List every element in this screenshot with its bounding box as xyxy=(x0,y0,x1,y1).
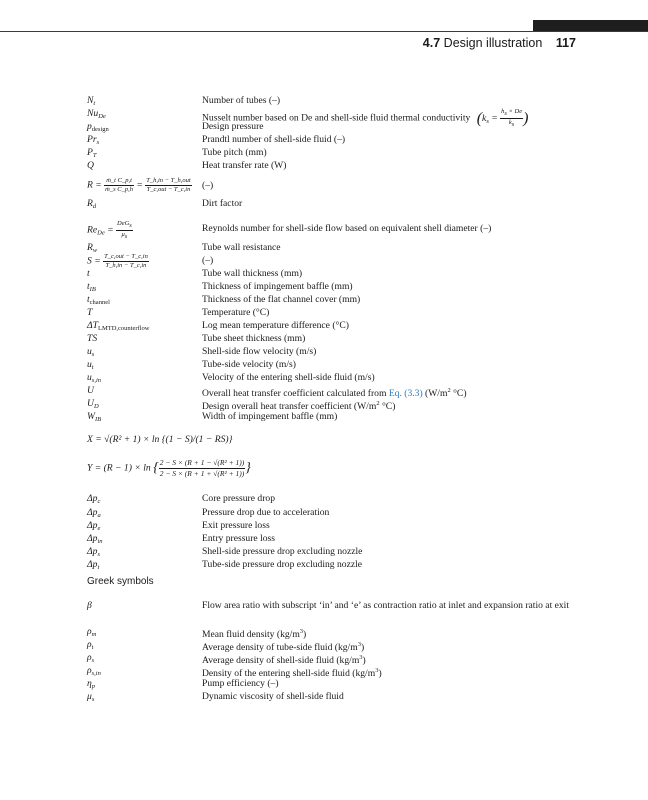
header-rule xyxy=(0,31,648,32)
symbol: $N_t$ xyxy=(87,95,96,107)
symbol: T xyxy=(87,307,93,318)
symbol: TS xyxy=(87,333,98,344)
symbol: $\Delta p_{in}$ xyxy=(87,533,103,545)
description: Pressure drop due to acceleration xyxy=(202,507,330,518)
description: Tube wall resistance xyxy=(202,242,281,253)
symbol: $\mu_s$ xyxy=(87,691,95,703)
symbol: t xyxy=(87,268,90,279)
symbol: $\Delta p_a$ xyxy=(87,507,101,519)
description: Pump efficiency (–) xyxy=(202,678,279,689)
symbol: $\eta_p$ xyxy=(87,678,96,690)
description: Tube-side velocity (m/s) xyxy=(202,359,296,370)
symbol: $Nu_{De}$ xyxy=(87,108,106,120)
symbol: $u_{s,in}$ xyxy=(87,372,102,384)
symbol: $R_d$ xyxy=(87,198,97,210)
description: Prandtl number of shell-side fluid (–) xyxy=(202,134,346,145)
description: Mean fluid density $(kg/m^3)$ xyxy=(202,628,307,640)
description: Overall heat transfer coefficient calculated from Eq. (3.3) ($W/m^2$ °C) xyxy=(202,387,467,399)
symbol: $Pr_s$ xyxy=(87,134,100,146)
description: Temperature (°C) xyxy=(202,307,270,318)
symbol: $P_T$ xyxy=(87,147,97,159)
x-equation: X = √(R² + 1) × ln {(1 − S)/(1 − RS)} xyxy=(87,434,233,445)
description: Dirt factor xyxy=(202,198,243,209)
symbol: R = $\frac{\text{ṁ\_t C\_p,t}}{\text{ṁ\_s C\_p,h}}$ = $\frac{\text{T\_h,in − T\_h,out}}{\text{T\_c,out − T\_c,in}}$ xyxy=(87,177,191,193)
description: Shell-side pressure drop excluding nozzle xyxy=(202,546,363,557)
description: Number of tubes (–) xyxy=(202,95,281,106)
symbol: $\rho_s$ xyxy=(87,652,95,664)
symbol: $Re_{De}$ = $\frac{\text{DeGs}}{\mu s}$ xyxy=(87,220,132,240)
description: Thickness of impingement baffle (mm) xyxy=(202,281,353,292)
description: Density of the entering shell-side fluid $(kg/m^3)$ xyxy=(202,667,382,679)
symbol: $\rho_{s,in}$ xyxy=(87,665,101,677)
description: Tube wall thickness (mm) xyxy=(202,268,303,279)
symbol: $R_w$ xyxy=(87,242,98,254)
equation-link[interactable]: Eq. (3.3) xyxy=(388,388,423,399)
symbol: $\rho_m$ xyxy=(87,626,97,638)
description: Thickness of the flat channel cover (mm) xyxy=(202,294,361,305)
symbol: $\Delta p_s$ xyxy=(87,546,100,558)
symbol: $u_s$ xyxy=(87,346,95,358)
description: Nusselt number based on De and shell-side fluid thermal conductivity ($k_s$ = $\frac{hs \times De}{ks}$ ) xyxy=(202,108,529,128)
description: (–) xyxy=(202,180,214,191)
symbol: $\Delta p_c$ xyxy=(87,493,101,505)
description: Average density of shell-side fluid $(kg/m^3)$ xyxy=(202,654,366,666)
page-number: 117 xyxy=(555,36,576,50)
symbol: $\Delta p_e$ xyxy=(87,520,101,532)
symbol: $U_D$ xyxy=(87,398,99,410)
description: Velocity of the entering shell-side fluid (m/s) xyxy=(202,372,375,383)
description: Log mean temperature difference (°C) xyxy=(202,320,349,331)
symbol: $t_{channel}$ xyxy=(87,294,110,306)
symbol: S = $\frac{\text{T\_c,out − T\_c,in}}{T\_h,in - T\_c,in}$ xyxy=(87,253,148,269)
description: Design overall heat transfer coefficient ($W/m^2$ °C) xyxy=(202,400,396,412)
description: Exit pressure loss xyxy=(202,520,270,531)
symbol: Q xyxy=(87,160,94,171)
description: Core pressure drop xyxy=(202,493,275,504)
description: Design pressure xyxy=(202,121,264,132)
description: Average density of tube-side fluid $(kg/m^3)$ xyxy=(202,641,365,653)
section-title: Design illustration xyxy=(443,36,543,50)
description: Heat transfer rate (W) xyxy=(202,160,287,171)
symbol: U xyxy=(87,385,94,396)
symbol: $\Delta T_{LMTD,counterflow}$ xyxy=(87,320,150,332)
description: Width of impingement baffle (mm) xyxy=(202,411,338,422)
description: Reynolds number for shell-side flow based on equivalent shell diameter (–) xyxy=(202,223,492,234)
symbol: $u_t$ xyxy=(87,359,94,371)
y-equation: Y = (R − 1) × ln { $\frac{\text{2 − S × (R + 1 − √(R² + 1))}}{\text{2 − S × (R + 1 + √(R² + 1))}}$ } xyxy=(87,458,251,478)
symbol: β xyxy=(87,600,92,611)
description: Shell-side flow velocity (m/s) xyxy=(202,346,317,357)
greek-symbols-heading: Greek symbols xyxy=(87,576,154,587)
running-header xyxy=(423,36,576,50)
description: Tube sheet thickness (mm) xyxy=(202,333,306,344)
description: Dynamic viscosity of shell-side fluid xyxy=(202,691,344,702)
description: (–) xyxy=(202,255,214,266)
symbol: $W_{IB}$ xyxy=(87,411,102,423)
symbol: $p_{design}$ xyxy=(87,121,109,133)
symbol: $\Delta p_t$ xyxy=(87,559,100,571)
description: Flow area ratio with subscript ‘in’ and ‘e’ as contraction ratio at inlet and expansion ratio at exit xyxy=(202,600,570,611)
description: Tube-side pressure drop excluding nozzle xyxy=(202,559,363,570)
symbol: $\rho_t$ xyxy=(87,639,94,651)
thermal-conductivity-formula: ($k_s$ = $\frac{hs \times De}{ks}$ ) xyxy=(476,108,529,128)
symbol: $t_{IB}$ xyxy=(87,281,96,293)
description: Entry pressure loss xyxy=(202,533,276,544)
description: Tube pitch (mm) xyxy=(202,147,267,158)
section-number: 4.7 xyxy=(422,36,441,50)
